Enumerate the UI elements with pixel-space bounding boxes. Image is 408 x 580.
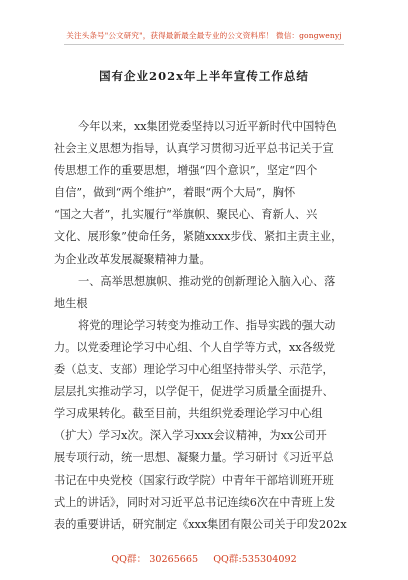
paragraph-line: 委（总支、支部）理论学习中心组坚持带头学、示范学， [54,363,334,377]
paragraph-line: “国之大者”，扎实履行“举旗帜、聚民心、育新人、兴 [54,208,318,222]
paragraph-line: （扩大）学习x次。深入学习xxx会议精神，为xx公司开 [54,429,327,443]
paragraph-line: 为企业改革发展凝聚精神力量。 [54,252,211,266]
paragraph-line: 表的重要讲话，研究制定《xxx集团有限公司关于印发202x [54,517,347,531]
document-title: 国有企业202x年上半年宣传工作总结 [99,69,309,83]
paragraph-line: 书记在中央党校（国家行政学院）中青年干部培训班开班 [54,473,334,487]
paragraph-line: 式上的讲话》，同时对习近平总书记连续6次在中青班上发 [54,495,336,509]
section-heading: 地生根 [54,296,88,310]
paragraph-line: 自信”，做到“两个维护”，着眼“两个大局”，胸怀 [54,186,296,200]
document-body [54,116,354,536]
paragraph-line: 展专项行动，统一思想、凝聚力量。学习研讨《习近平总 [54,451,334,465]
header-divider [64,44,344,45]
section-heading: 一、高举思想旗帜、推动党的创新理论入脑入心、落 [78,274,336,288]
qq-group-1: QQ群： 30265665 [111,554,199,565]
header-banner: 关注头条号"公文研究"，获得最新最全最专业的公文资料库！ 微信：gongwenyj [66,31,342,40]
paragraph-line: 今年以来，xx集团党委坚持以习近平新时代中国特色 [78,120,337,133]
paragraph-line: 社会主义思想为指导，认真学习贯彻习近平总书记关于宣 [54,142,334,156]
paragraph-line: 学习成果转化。截至目前，共组织党委理论学习中心组 [54,407,323,421]
paragraph-line: 传思想工作的重要思想，增强“四个意识”，坚定“四个 [54,164,318,178]
paragraph-line: 将党的理论学习转变为推动工作、指导实践的强大动 [78,318,336,332]
qq-group-2: QQ群:535304092 [213,554,297,565]
footer-contact [0,551,408,565]
paragraph-line: 层层扎实推动学习，以学促干，促进学习质量全面提升、 [54,385,334,399]
paragraph-line: 力。以党委理论学习中心组、个人自学等方式，xx各级党 [54,340,336,354]
paragraph-line: 文化、展形象”使命任务，紧随xxxx步伐、紧扣主责主业， [54,230,343,244]
